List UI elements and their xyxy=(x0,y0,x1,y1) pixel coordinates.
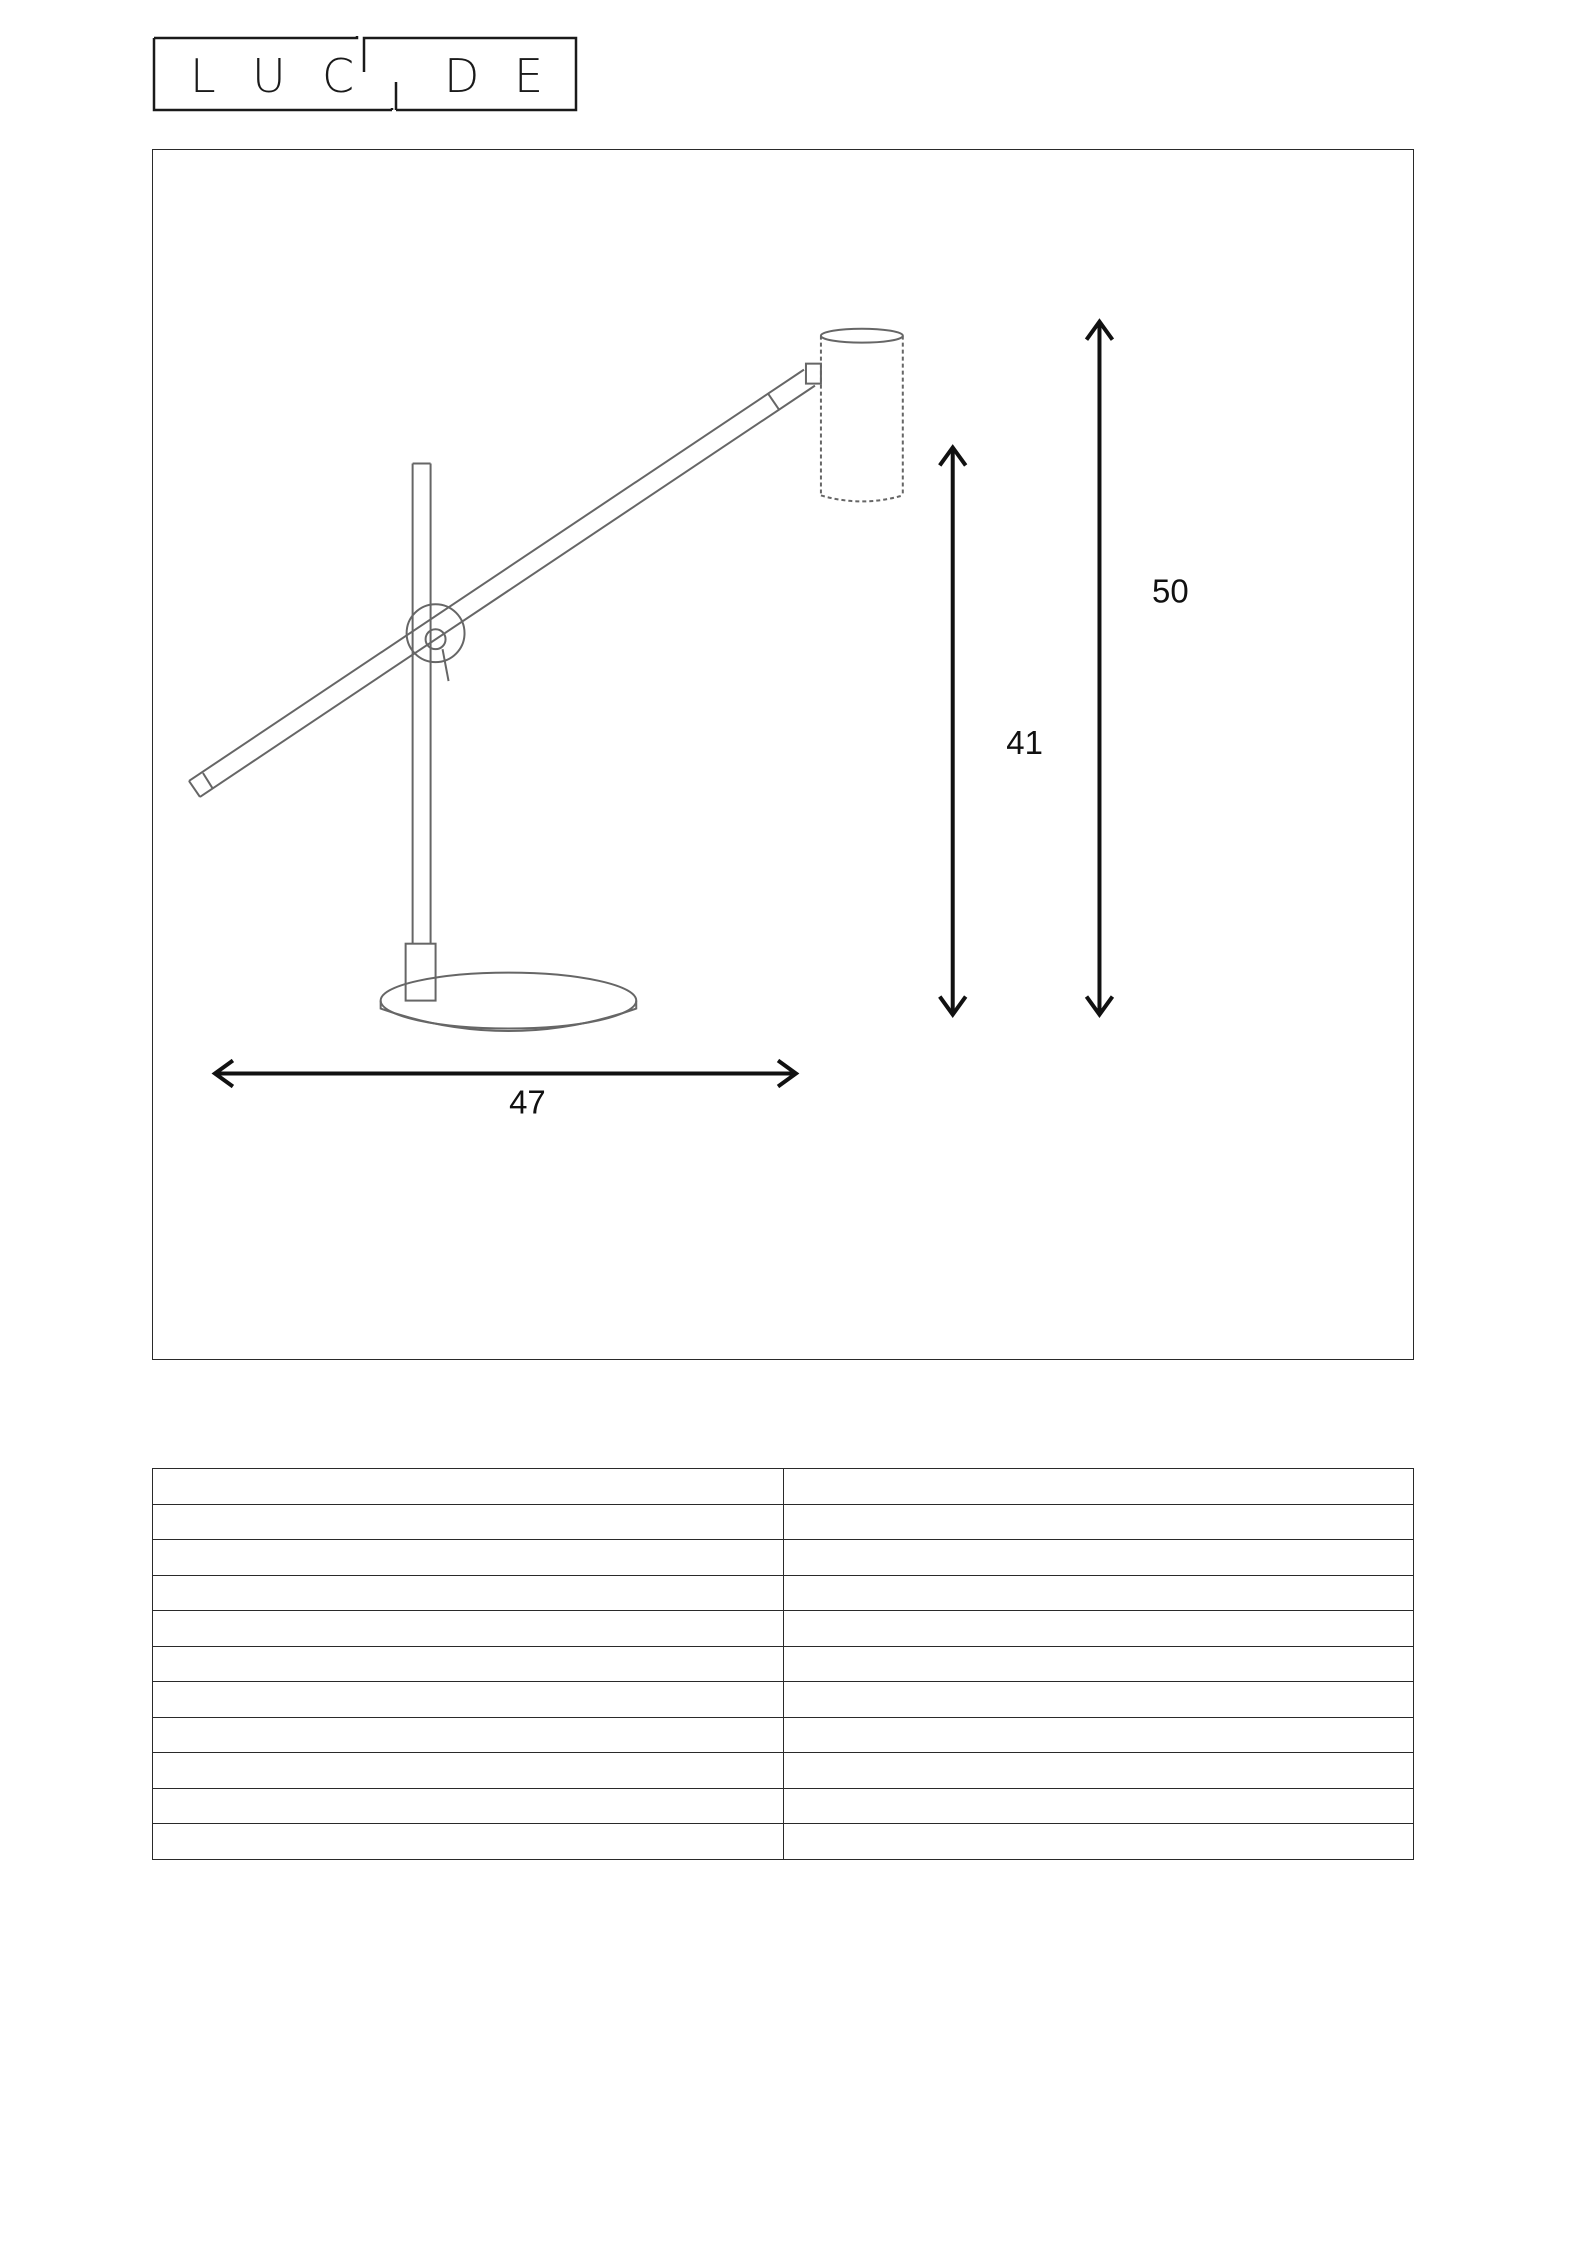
spec-label-cell xyxy=(153,1753,784,1789)
technical-drawing-frame xyxy=(152,149,1414,1360)
lamp-outline xyxy=(189,329,903,1031)
spec-label-cell xyxy=(153,1504,784,1540)
spec-value-cell xyxy=(783,1682,1414,1718)
spec-label-cell xyxy=(153,1575,784,1611)
spec-value-cell xyxy=(783,1575,1414,1611)
spec-table xyxy=(152,1468,1414,1860)
logo-letter-l: L xyxy=(190,49,216,103)
lucide-logo xyxy=(152,36,578,112)
logo-letters xyxy=(190,49,543,103)
table-row xyxy=(153,1611,1414,1647)
spec-value-cell xyxy=(783,1788,1414,1824)
logo-letter-e: E xyxy=(514,49,544,103)
table-row xyxy=(153,1717,1414,1753)
spec-value-cell xyxy=(783,1717,1414,1753)
spec-label-cell xyxy=(153,1540,784,1576)
spec-value-cell xyxy=(783,1646,1414,1682)
dimension-height-arm-label: 41 xyxy=(1006,724,1043,762)
table-row xyxy=(153,1753,1414,1789)
logo-letter-c: C xyxy=(322,49,355,103)
table-row xyxy=(153,1824,1414,1860)
spec-label-cell xyxy=(153,1682,784,1718)
dimension-width xyxy=(215,1060,796,1120)
brand-logo xyxy=(152,36,578,112)
dimension-height-arm xyxy=(940,448,1043,1015)
spec-label-cell xyxy=(153,1824,784,1860)
spec-value-cell xyxy=(783,1469,1414,1505)
table-row xyxy=(153,1788,1414,1824)
spec-value-cell xyxy=(783,1753,1414,1789)
dimension-height-total-label: 50 xyxy=(1152,572,1189,610)
spec-label-cell xyxy=(153,1469,784,1505)
table-row xyxy=(153,1575,1414,1611)
table-row xyxy=(153,1646,1414,1682)
spec-table-body xyxy=(153,1469,1414,1860)
lamp-drawing xyxy=(153,150,1413,1359)
table-row xyxy=(153,1540,1414,1576)
spec-label-cell xyxy=(153,1611,784,1647)
spec-value-cell xyxy=(783,1611,1414,1647)
dimension-width-label: 47 xyxy=(509,1083,546,1121)
spec-label-cell xyxy=(153,1717,784,1753)
spec-value-cell xyxy=(783,1540,1414,1576)
table-row xyxy=(153,1469,1414,1505)
dimension-height-total xyxy=(1086,322,1188,1015)
logo-letter-d: D xyxy=(444,49,480,103)
spec-value-cell xyxy=(783,1504,1414,1540)
spec-label-cell xyxy=(153,1646,784,1682)
logo-letter-u: U xyxy=(252,49,286,103)
spec-label-cell xyxy=(153,1788,784,1824)
spec-value-cell xyxy=(783,1824,1414,1860)
table-row xyxy=(153,1682,1414,1718)
table-row xyxy=(153,1504,1414,1540)
